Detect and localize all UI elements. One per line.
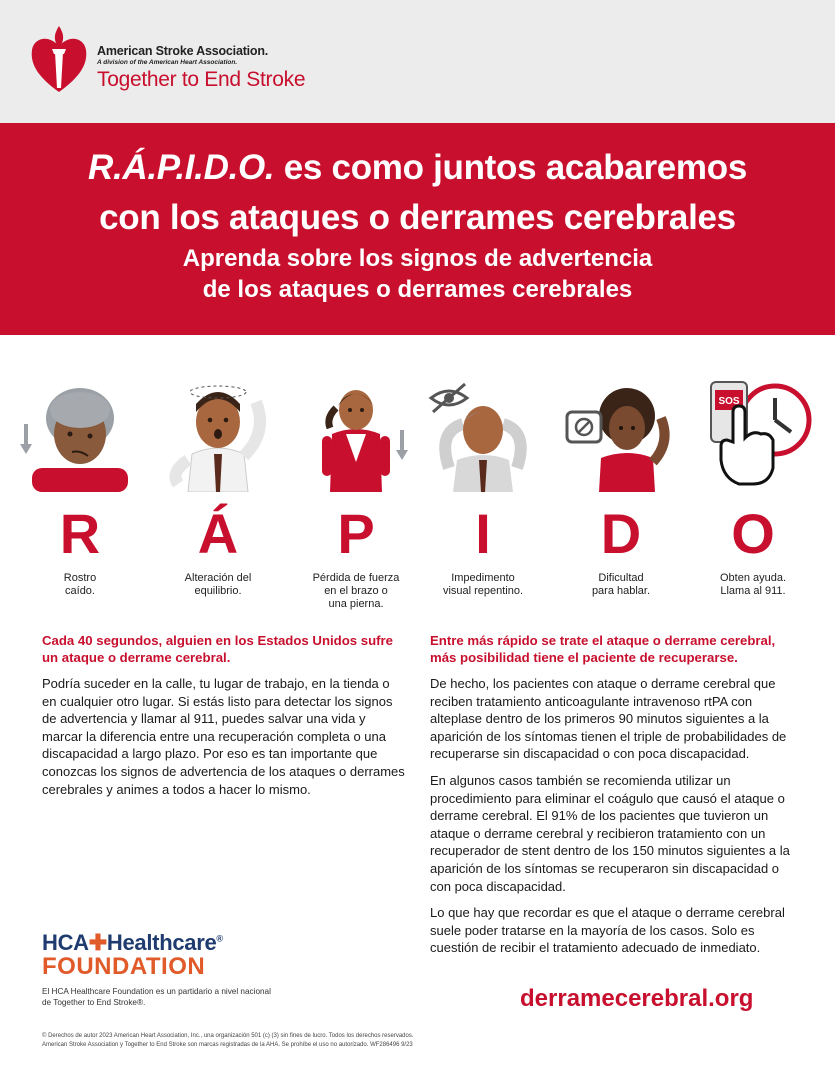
sign-o bbox=[683, 372, 823, 598]
right-paragraph-1: De hecho, los pacientes con ataque o derrame cerebral que reciben tratamiento anticoagulante intravenoso rtPA con alteplase dentro de los primeros 90 minutos siguientes a la aparición de los síntomas tienen el triple de probabilidades de recuperarse sin discapacidad o con poca discapacidad. bbox=[430, 676, 787, 762]
hca-foundation-word: FOUNDATION bbox=[42, 953, 206, 980]
right-paragraph-2: En algunos casos también se recomienda utilizar un procedimiento para eliminar el coágulo que causó el ataque o derrame cerebral. El 91% de los pacientes que tuvieron un ataque o derrame cerebral y recibieron tratamiento con un recuperador de stent dentro de los 150 minutos siguientes a la aparición de los síntomas se recuperaron sin discapacidad o con poca discapacidad. bbox=[430, 772, 790, 894]
left-column bbox=[42, 632, 407, 807]
title-part-2: con los ataques o derrames cerebrales bbox=[99, 198, 736, 237]
letter-r: R bbox=[59, 502, 101, 565]
org-name: American Stroke Association. bbox=[97, 44, 269, 58]
subtitle-line-1: Aprenda sobre los signos de advertencia bbox=[182, 245, 653, 272]
warning-signs-row bbox=[0, 372, 835, 612]
letter-a: Á bbox=[197, 502, 239, 565]
page-subtitle bbox=[0, 243, 835, 305]
cross-icon: ✚ bbox=[88, 930, 107, 955]
vision-loss-icon bbox=[423, 372, 543, 492]
right-paragraph-3: Lo que hay que recordar es que el ataque o derrame cerebral suele poder tratarse en la mayoría de los casos. Solo es cuestión de recibir el tratamiento adecuado de inmediato. bbox=[430, 905, 785, 956]
legal-notice bbox=[42, 1032, 802, 1050]
caption-line: Rostro bbox=[63, 572, 97, 584]
caption-line: Obten ayuda. bbox=[719, 572, 787, 584]
acronym: R.Á.P.I.D.O. bbox=[87, 148, 275, 187]
right-lead: Entre más rápido se trate el ataque o derrame cerebral, más posibilidad tiene el paciente de recuperarse. bbox=[430, 633, 776, 665]
call-911-icon bbox=[693, 372, 813, 492]
subtitle-line-2: de los ataques o derrames cerebrales bbox=[202, 276, 633, 303]
dizzy-person-icon bbox=[158, 372, 278, 492]
caption-line: caído. bbox=[65, 585, 95, 597]
caption-line: para hablar. bbox=[591, 585, 651, 597]
caption-line: en el brazo o bbox=[324, 585, 388, 597]
caption-line: Alteración del bbox=[184, 572, 252, 584]
arm-weakness-icon bbox=[296, 372, 416, 492]
letter-p: P bbox=[337, 502, 375, 565]
letter-i: I bbox=[475, 502, 491, 565]
legal-line-1: © Derechos de autor 2023 American Heart Association, Inc., una organización 501 (c) (3) sin fines de lucro. Todos los derechos reservados. bbox=[42, 1033, 414, 1039]
caption-r bbox=[10, 572, 150, 598]
hca-name: HCA✚Healthcare® bbox=[42, 930, 223, 955]
title-banner bbox=[0, 123, 835, 335]
caption-d bbox=[551, 572, 691, 598]
sos-label: SOS bbox=[718, 396, 740, 407]
left-lead: Cada 40 segundos, alguien en los Estados Unidos sufre un ataque o derrame cerebral. bbox=[42, 633, 394, 665]
hca-name-a: HCA bbox=[42, 930, 89, 955]
sign-i bbox=[413, 372, 553, 598]
face-drooping-icon bbox=[20, 372, 140, 492]
letter-d: D bbox=[600, 502, 642, 565]
brand-tagline: Together to End Stroke bbox=[97, 68, 306, 91]
caption-line: Llama al 911. bbox=[720, 585, 786, 597]
left-body: Podría suceder en la calle, tu lugar de trabajo, en la tienda o en cualquier otro lugar. Si estás listo para detectar los signos de advertencia y llamar al 911, puedes salvar una vida y marcar la diferencia entre una recuperación completa o una discapacidad a largo plazo. Por eso es tan importante que conozcas los signos de advertencia de los ataques o derrames cerebrales y animes a todos a hacer lo mismo. bbox=[42, 676, 405, 797]
legal-line-2: American Stroke Association y Together to End Stroke son marcas registradas de la AHA. Se prohíbe el uso no autorizado. WF286496 9/23 bbox=[42, 1042, 413, 1048]
website-link[interactable]: derramecerebral.org bbox=[520, 985, 754, 1012]
sign-p bbox=[286, 372, 426, 611]
hca-foundation-logo bbox=[42, 930, 282, 1008]
sign-r bbox=[10, 372, 150, 598]
caption-line: una pierna. bbox=[328, 598, 384, 610]
caption-line: Dificultad bbox=[598, 572, 644, 584]
caption-line: Impedimento bbox=[451, 572, 515, 584]
sign-d bbox=[551, 372, 691, 598]
speech-difficulty-icon bbox=[561, 372, 681, 492]
right-column bbox=[430, 632, 795, 966]
header-bar bbox=[0, 0, 835, 123]
sign-a bbox=[148, 372, 288, 598]
caption-line: Pérdida de fuerza bbox=[312, 572, 400, 584]
caption-i bbox=[413, 572, 553, 598]
hca-name-b: Healthcare bbox=[106, 930, 217, 955]
caption-o bbox=[683, 572, 823, 598]
hca-note: El HCA Healthcare Foundation es un partidario a nivel nacional de Together to End Stroke®. bbox=[42, 987, 271, 1007]
heart-torch-logo-icon bbox=[28, 22, 90, 98]
letter-o: O bbox=[731, 502, 775, 565]
caption-line: equilibrio. bbox=[194, 585, 242, 597]
brand-block bbox=[97, 44, 305, 92]
caption-line: visual repentino. bbox=[442, 585, 524, 597]
page-title bbox=[0, 143, 835, 243]
title-part-1: es como juntos acabaremos bbox=[274, 148, 747, 187]
caption-p bbox=[286, 572, 426, 611]
caption-a bbox=[148, 572, 288, 598]
org-subtitle: A division of the American Heart Association. bbox=[97, 59, 238, 66]
